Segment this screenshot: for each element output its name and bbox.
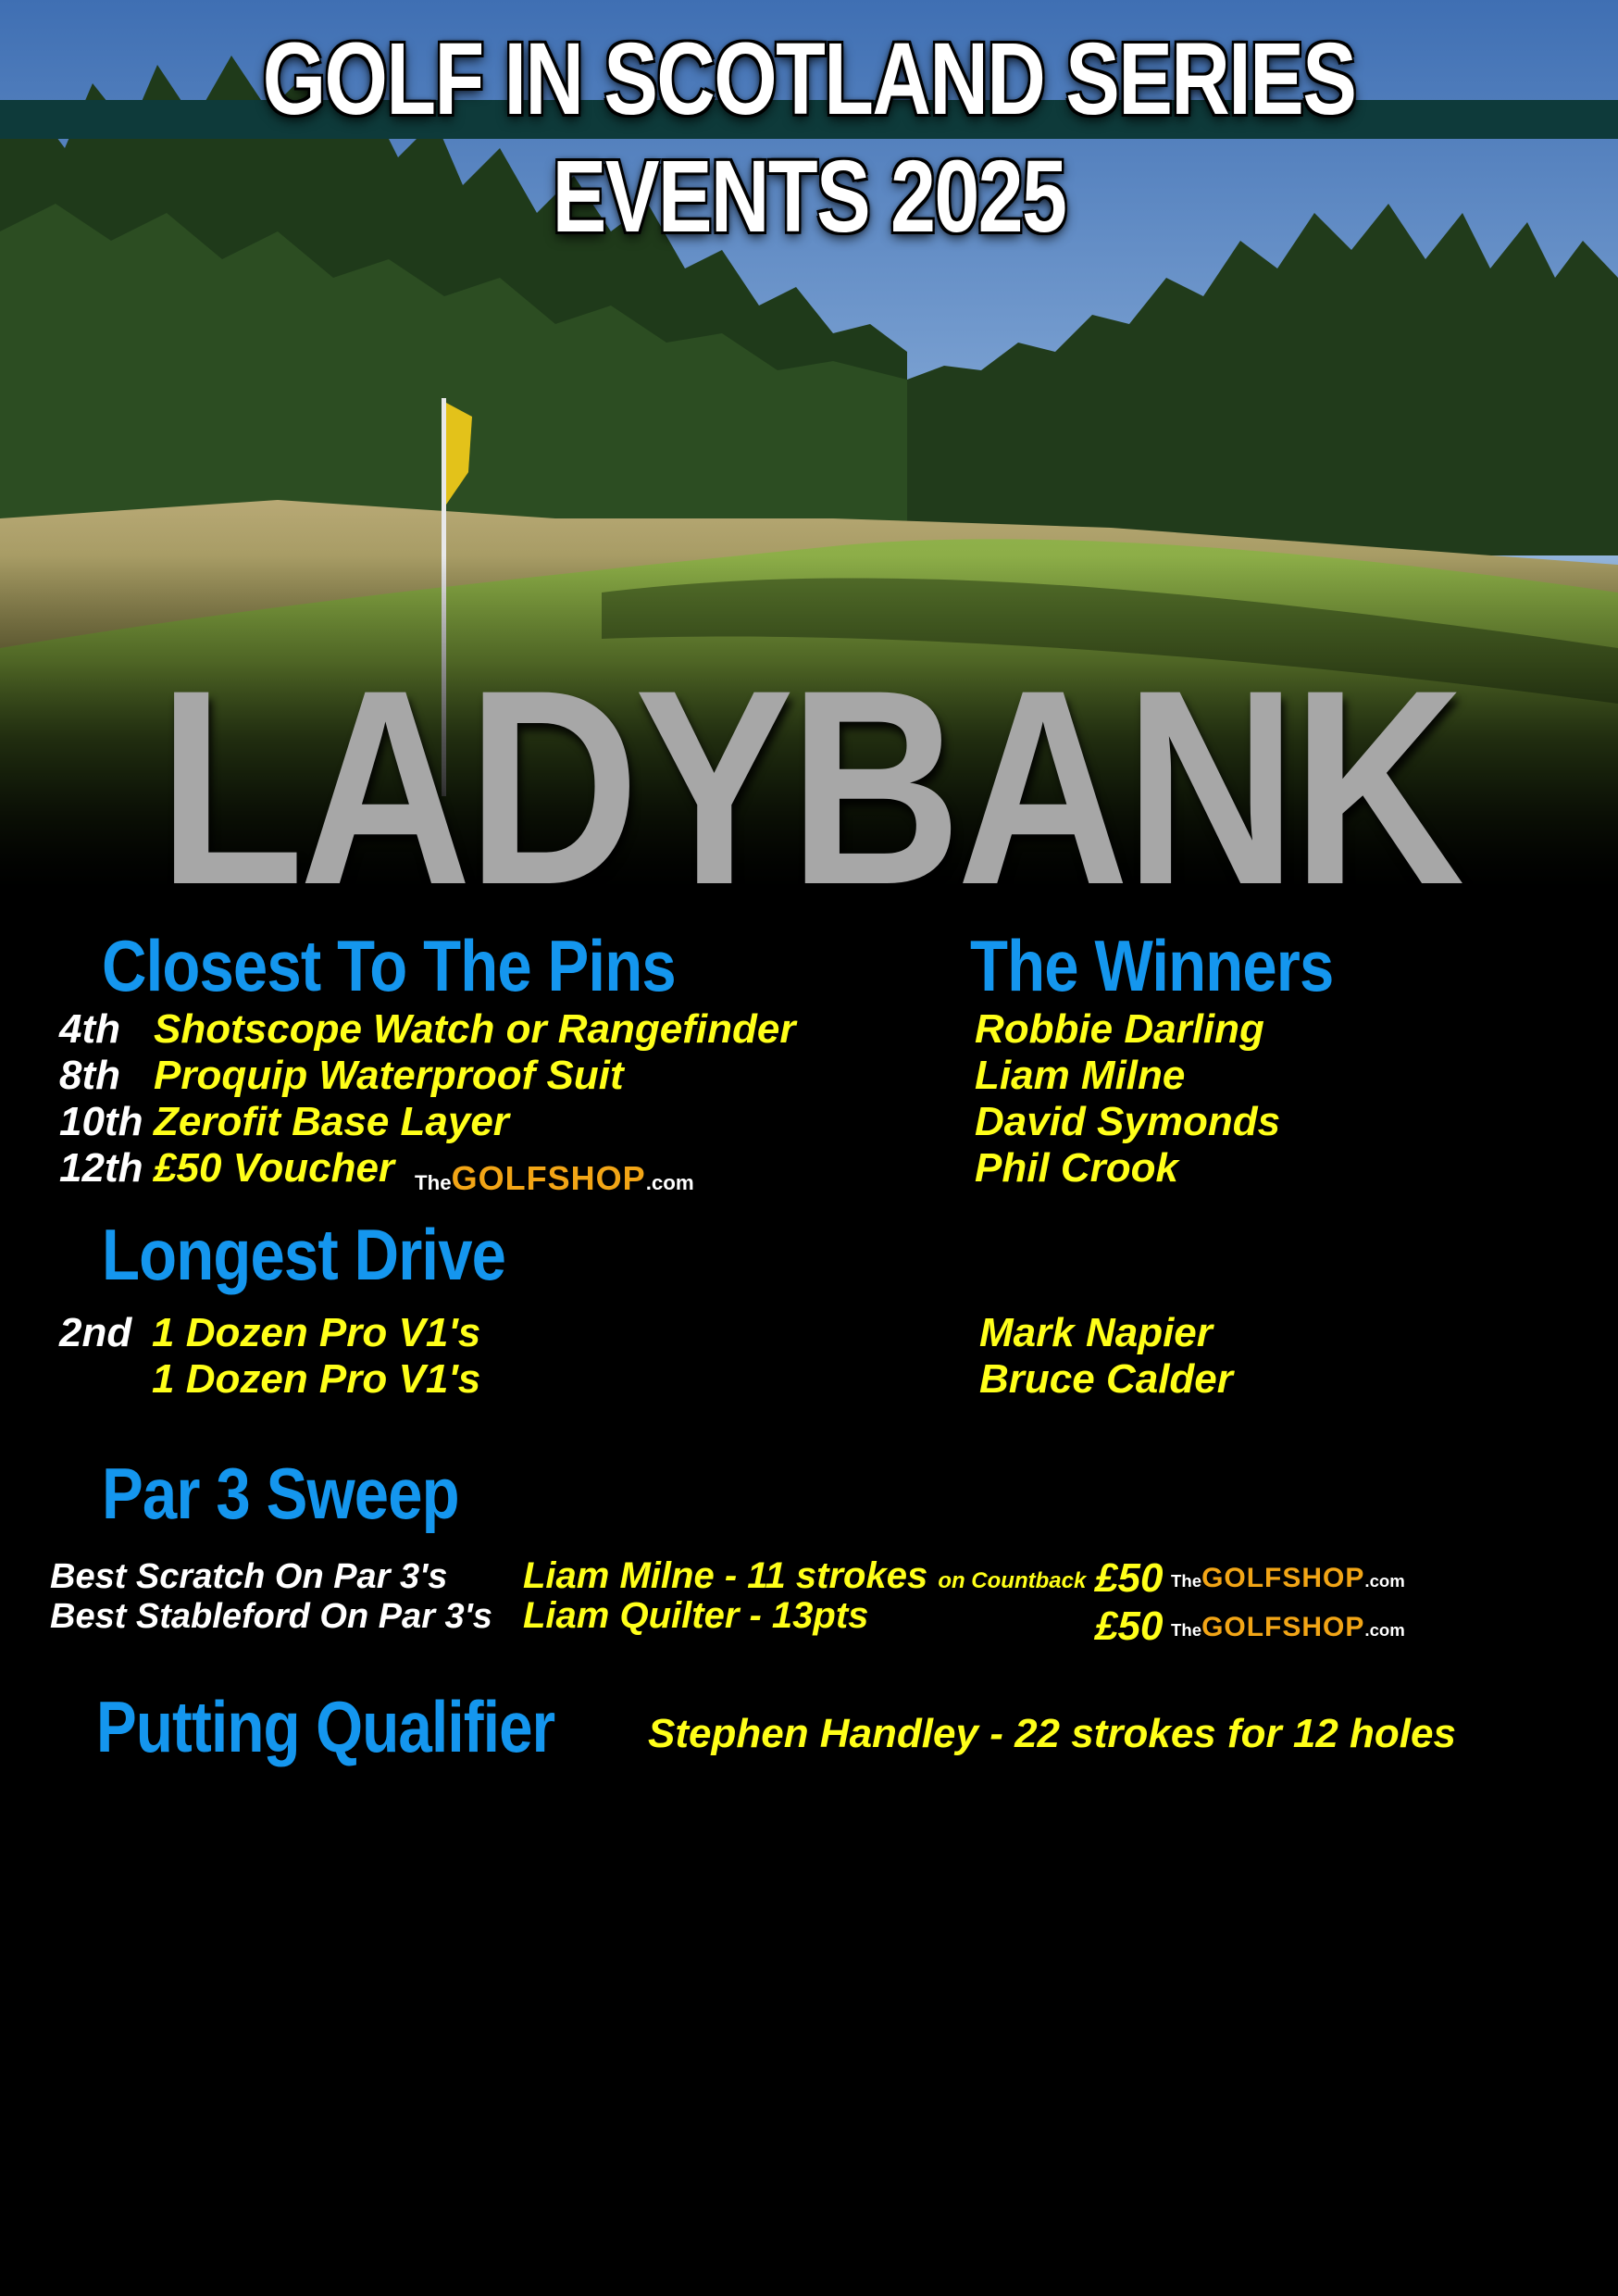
par3-result-stableford: Liam Quilter - 13pts (523, 1595, 869, 1636)
winners-heading: The Winners (970, 925, 1334, 1006)
drive-prize-2: 1 Dozen Pro V1's (152, 1356, 481, 1402)
par3-category-scratch: Best Scratch On Par 3's (50, 1557, 448, 1596)
winner-drive-2: Bruce Calder (979, 1356, 1233, 1402)
drive-prize-1: 1 Dozen Pro V1's (152, 1310, 481, 1355)
venue-name: LADYBANK (157, 631, 1461, 942)
drive-hole: 2nd (59, 1310, 132, 1355)
winner-drive-1: Mark Napier (979, 1310, 1213, 1355)
pin-hole-8: 8th (59, 1053, 120, 1098)
pin-prize-8: Proquip Waterproof Suit (154, 1053, 624, 1098)
golfshop-logo: TheGOLFSHOP.com (415, 1159, 694, 1197)
putting-result: Stephen Handley - 22 strokes for 12 holes (648, 1711, 1456, 1756)
page-title: GOLF IN SCOTLAND SERIES EVENTS 2025 (262, 22, 1356, 254)
winner-pin-2: Liam Milne (975, 1053, 1186, 1098)
winner-pin-3: David Symonds (975, 1099, 1281, 1144)
par3-category-stableford: Best Stableford On Par 3's (50, 1597, 492, 1636)
golfshop-logo: TheGOLFSHOP.com (1171, 1563, 1405, 1593)
par3-heading: Par 3 Sweep (102, 1453, 459, 1534)
winner-pin-1: Robbie Darling (975, 1006, 1264, 1052)
winner-pin-4: Phil Crook (975, 1145, 1179, 1191)
par3-amount-scratch: £50 (1095, 1555, 1164, 1601)
closest-to-pins-heading: Closest To The Pins (102, 925, 676, 1006)
par3-result-scratch-text: Liam Milne - 11 strokes (523, 1555, 928, 1596)
par3-result-scratch (523, 1555, 1086, 1597)
pin-prize-10: Zerofit Base Layer (154, 1099, 509, 1144)
par3-amount-stableford: £50 (1095, 1603, 1164, 1649)
pin-prize-12: £50 Voucher (154, 1145, 395, 1191)
pin-hole-10: 10th (59, 1099, 143, 1144)
pin-hole-12: 12th (59, 1145, 143, 1191)
golfshop-logo: TheGOLFSHOP.com (1171, 1612, 1405, 1642)
longest-drive-heading: Longest Drive (102, 1214, 506, 1295)
pin-hole-4: 4th (59, 1006, 120, 1052)
pin-prize-4: Shotscope Watch or Rangefinder (154, 1006, 796, 1052)
putting-heading: Putting Qualifier (96, 1686, 555, 1767)
par3-countback-note: on Countback (938, 1568, 1087, 1593)
